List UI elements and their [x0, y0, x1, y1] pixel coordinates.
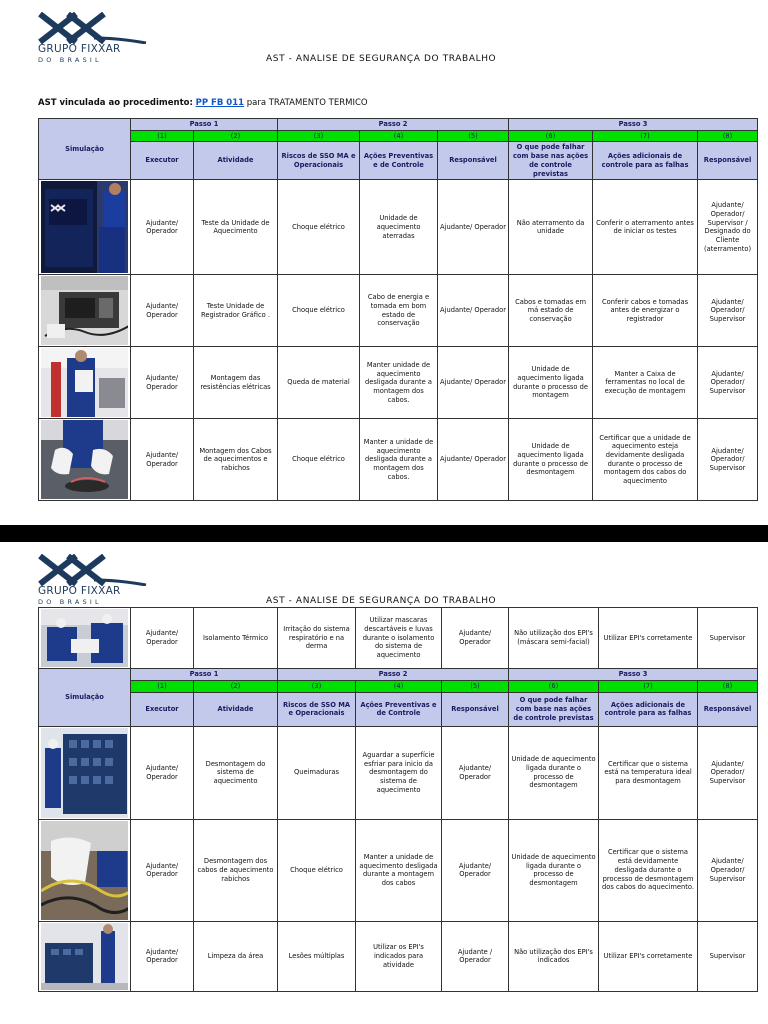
column-header-row — [39, 142, 758, 180]
simulation-photo — [39, 726, 131, 819]
passo-2-header: Passo 2 — [278, 669, 509, 681]
cell-executor: Ajudante/ Operador — [131, 819, 194, 921]
passo-1-header: Passo 1 — [131, 669, 278, 681]
col-number: (1) — [131, 681, 194, 693]
col-number: (8) — [698, 130, 758, 142]
cell-acoes-adicionais: Certificar que a unidade de aquecimento esteja devidamente desligada durante o processo de montagem dos cabos do aquecimento — [593, 419, 698, 501]
cell-riscos: Lesões múltiplas — [278, 921, 356, 991]
cell-atividade: Isolamento Térmico — [194, 608, 278, 669]
cell-riscos: Choque elétrico — [278, 180, 360, 275]
cell-acoes-adicionais: Manter a Caixa de ferramentas no local de execução de montagem — [593, 347, 698, 419]
cell-responsavel: Ajudante/ Operador/ Supervisor / Designado do Cliente (aterramento) — [698, 180, 758, 275]
table-row — [39, 921, 758, 991]
company-logo — [38, 12, 148, 64]
cell-o-que-pode-falhar: Unidade de aquecimento ligada durante o processo de desmontagem — [509, 726, 599, 819]
cell-o-que-pode-falhar: Cabos e tomadas em má estado de conservação — [509, 275, 593, 347]
cell-riscos: Choque elétrico — [278, 819, 356, 921]
cell-executor: Ajudante/ Operador — [131, 180, 194, 275]
col-number: (4) — [356, 681, 442, 693]
col-number: (4) — [360, 130, 438, 142]
cell-responsavel: Supervisor — [698, 921, 758, 991]
cell-responsavel: Ajudante/ Operador — [438, 419, 509, 501]
number-row — [39, 130, 758, 142]
table-row — [39, 347, 758, 419]
cell-executor: Ajudante/ Operador — [131, 275, 194, 347]
col-header-riscos: Riscos de SSO MA e Operacionais — [278, 142, 360, 180]
cell-atividade: Limpeza da área — [194, 921, 278, 991]
cell-responsavel: Supervisor — [698, 608, 758, 669]
simulacao-header: Simulação — [39, 119, 131, 180]
cell-acoes-preventivas: Utilizar mascaras descartáveis e luvas durante o isolamento do sistema de aquecimento — [356, 608, 442, 669]
table-row — [39, 819, 758, 921]
col-header-responsavel: Responsável — [442, 692, 509, 726]
cell-acoes-adicionais: Utilizar EPI's corretamente — [599, 608, 698, 669]
cell-executor: Ajudante/ Operador — [131, 419, 194, 501]
col-header-responsavel: Responsável — [698, 142, 758, 180]
col-number: (6) — [509, 130, 593, 142]
col-number: (7) — [599, 681, 698, 693]
col-header-riscos: Riscos de SSO MA e Operacionais — [278, 692, 356, 726]
simulation-photo — [39, 275, 131, 347]
col-number: (8) — [698, 681, 758, 693]
passo-2-header: Passo 2 — [278, 119, 509, 131]
col-number: (6) — [509, 681, 599, 693]
table-row — [39, 726, 758, 819]
procedure-link[interactable]: PP FB 011 — [195, 98, 245, 108]
col-header-acoes-adicionais: Ações adicionais de controle para as falhas — [593, 142, 698, 180]
cell-o-que-pode-falhar: Não utilização dos EPI's (máscara semi-facial) — [509, 608, 599, 669]
table-row — [39, 275, 758, 347]
cell-o-que-pode-falhar: Unidade de aquecimento ligada durante o processo de desmontagem — [509, 419, 593, 501]
col-header-acoes-preventivas: Ações Preventivas e de Controle — [360, 142, 438, 180]
passo-3-header: Passo 3 — [509, 119, 758, 131]
cell-atividade: Montagem dos Cabos de aquecimentos e rabichos — [194, 419, 278, 501]
col-number: (7) — [593, 130, 698, 142]
col-number: (2) — [194, 130, 278, 142]
simulacao-header: Simulação — [39, 669, 131, 727]
cell-atividade: Teste da Unidade de Aquecimento — [194, 180, 278, 275]
col-number: (5) — [442, 681, 509, 693]
table-row — [39, 608, 758, 669]
cell-atividade: Montagem das resistências elétricas — [194, 347, 278, 419]
col-header-acoes-adicionais: Ações adicionais de controle para as falhas — [599, 692, 698, 726]
page-divider — [0, 525, 768, 542]
col-number: (1) — [131, 130, 194, 142]
simulation-photo — [39, 921, 131, 991]
col-number: (5) — [438, 130, 509, 142]
number-row — [39, 681, 758, 693]
cell-riscos: Choque elétrico — [278, 275, 360, 347]
cell-riscos: Irritação do sistema respiratório e na derma — [278, 608, 356, 669]
cell-responsavel: Ajudante / Operador — [442, 921, 509, 991]
logo-mark-icon — [38, 554, 148, 586]
col-header-o-que-pode-falhar: O que pode falhar com base nas ações de controle previstas — [509, 692, 599, 726]
cell-acoes-adicionais: Conferir cabos e tomadas antes de energizar o registrador — [593, 275, 698, 347]
cell-acoes-preventivas: Manter a unidade de aquecimento desligada durante a montagem dos cabos. — [360, 419, 438, 501]
cell-atividade: Desmontagem dos cabos de aquecimento rabichos — [194, 819, 278, 921]
cell-responsavel: Ajudante/ Operador — [442, 608, 509, 669]
col-header-atividade: Atividade — [194, 692, 278, 726]
cell-executor: Ajudante/ Operador — [131, 726, 194, 819]
cell-acoes-preventivas: Cabo de energia e tomada em bom estado de conservação — [360, 275, 438, 347]
cell-responsavel: Ajudante/ Operador — [438, 275, 509, 347]
cell-acoes-preventivas: Utilizar os EPI's indicados para atividade — [356, 921, 442, 991]
cell-executor: Ajudante/ Operador — [131, 608, 194, 669]
cell-executor: Ajudante/ Operador — [131, 921, 194, 991]
logo-sub-text: DO BRASIL — [38, 56, 102, 64]
cell-acoes-adicionais: Certificar que o sistema está devidamente desligada durante o processo de desmontagem dos cabos do aquecimento. — [599, 819, 698, 921]
cell-responsavel: Ajudante/ Operador/ Supervisor — [698, 819, 758, 921]
logo-brand-text: GRUPO FIXXAR — [38, 585, 121, 597]
cell-acoes-adicionais: Conferir o aterramento antes de iniciar os testes — [593, 180, 698, 275]
table-row — [39, 419, 758, 501]
col-header-executor: Executor — [131, 142, 194, 180]
simulation-photo — [39, 419, 131, 501]
column-header-row — [39, 692, 758, 726]
cell-responsavel: Ajudante/ Operador/ Supervisor — [698, 347, 758, 419]
col-header-atividade: Atividade — [194, 142, 278, 180]
procedure-prefix: AST vinculada ao procedimento: — [38, 98, 193, 108]
cell-executor: Ajudante/ Operador — [131, 347, 194, 419]
col-number: (3) — [278, 130, 360, 142]
col-header-responsavel: Responsável — [438, 142, 509, 180]
cell-o-que-pode-falhar: Não aterramento da unidade — [509, 180, 593, 275]
passo-row — [39, 119, 758, 131]
cell-acoes-preventivas: Manter a unidade de aquecimento desligada durante a montagem dos cabos — [356, 819, 442, 921]
ast-table-1 — [38, 118, 758, 501]
simulation-photo — [39, 819, 131, 921]
document-title: AST - ANALISE DE SEGURANÇA DO TRABALHO — [266, 596, 497, 606]
procedure-line — [38, 98, 368, 108]
cell-riscos: Queda de material — [278, 347, 360, 419]
cell-responsavel: Ajudante/ Operador/ Supervisor — [698, 726, 758, 819]
cell-riscos: Queimaduras — [278, 726, 356, 819]
cell-atividade: Teste Unidade de Registrador Gráfico . — [194, 275, 278, 347]
cell-o-que-pode-falhar: Unidade de aquecimento ligada durante o processo de desmontagem — [509, 819, 599, 921]
col-header-executor: Executor — [131, 692, 194, 726]
col-header-responsavel: Responsável — [698, 692, 758, 726]
table-row — [39, 180, 758, 275]
simulation-photo — [39, 180, 131, 275]
logo-mark-icon — [38, 12, 148, 44]
col-number: (3) — [278, 681, 356, 693]
col-header-o-que-pode-falhar: O que pode falhar com base nas ações de controle previstas — [509, 142, 593, 180]
cell-responsavel: Ajudante/ Operador — [438, 347, 509, 419]
ast-table-2 — [38, 607, 758, 992]
cell-acoes-adicionais: Utilizar EPI's corretamente — [599, 921, 698, 991]
simulation-photo — [39, 608, 131, 669]
col-header-acoes-preventivas: Ações Preventivas e de Controle — [356, 692, 442, 726]
cell-acoes-preventivas: Aguardar a superfície esfriar para inicio da desmontagem do sistema de aquecimento — [356, 726, 442, 819]
simulation-photo — [39, 347, 131, 419]
passo-1-header: Passo 1 — [131, 119, 278, 131]
cell-responsavel: Ajudante/ Operador — [438, 180, 509, 275]
cell-acoes-preventivas: Unidade de aquecimento aterradas — [360, 180, 438, 275]
company-logo — [38, 554, 148, 606]
document-page-2 — [0, 542, 768, 1024]
cell-responsavel: Ajudante/ Operador — [442, 726, 509, 819]
cell-responsavel: Ajudante/ Operador/ Supervisor — [698, 419, 758, 501]
passo-row — [39, 669, 758, 681]
cell-riscos: Choque elétrico — [278, 419, 360, 501]
cell-acoes-preventivas: Manter unidade de aquecimento desligada durante a montagem dos cabos. — [360, 347, 438, 419]
cell-responsavel: Ajudante/ Operador — [442, 819, 509, 921]
document-title: AST - ANALISE DE SEGURANÇA DO TRABALHO — [266, 54, 497, 64]
procedure-suffix: para TRATAMENTO TERMICO — [246, 98, 368, 108]
cell-acoes-adicionais: Certificar que o sistema está na temperatura ideal para desmontagem — [599, 726, 698, 819]
logo-brand-text: GRUPO FIXXAR — [38, 43, 121, 55]
cell-o-que-pode-falhar: Não utilização dos EPI's indicados — [509, 921, 599, 991]
col-number: (2) — [194, 681, 278, 693]
logo-sub-text: DO BRASIL — [38, 598, 102, 606]
cell-atividade: Desmontagem do sistema de aquecimento — [194, 726, 278, 819]
cell-responsavel: Ajudante/ Operador/ Supervisor — [698, 275, 758, 347]
cell-o-que-pode-falhar: Unidade de aquecimento ligada durante o processo de montagem — [509, 347, 593, 419]
passo-3-header: Passo 3 — [509, 669, 758, 681]
